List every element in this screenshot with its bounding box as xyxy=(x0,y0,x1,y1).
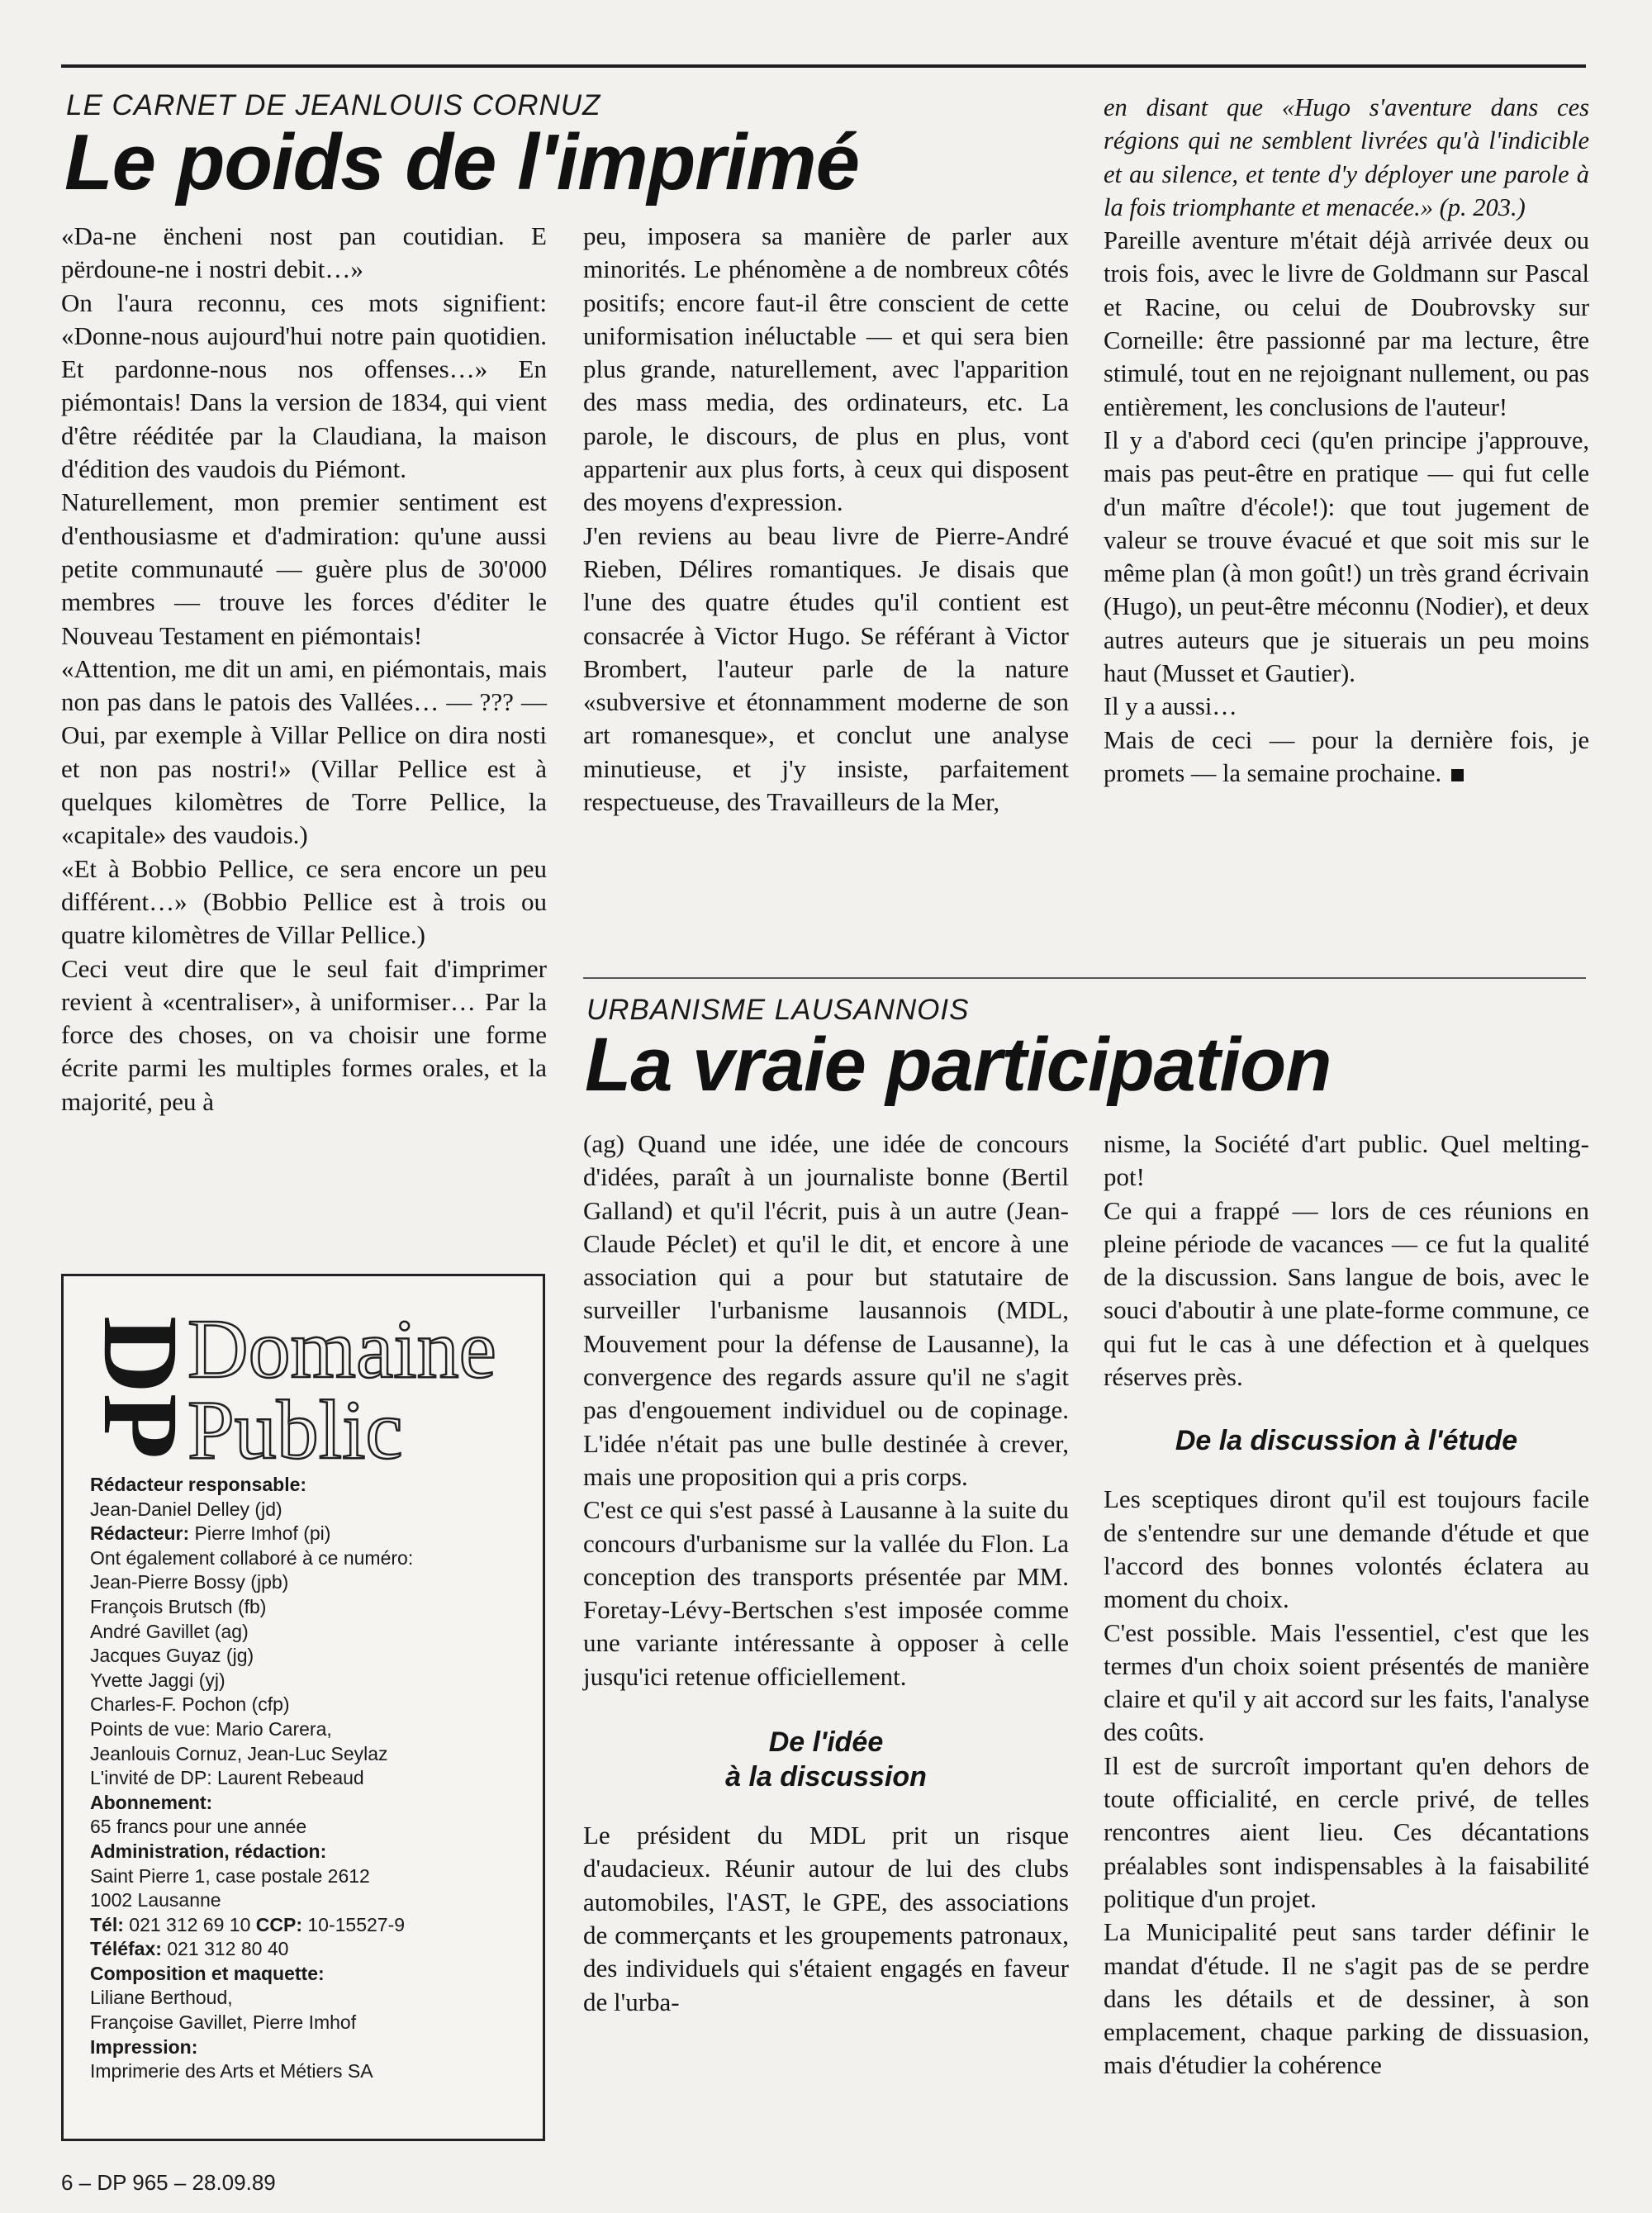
masthead-box xyxy=(61,1274,545,2141)
paragraph: Les sceptiques diront qu'il est toujours facile de s'entendre sur une demande d'étude et que l'accord des bonnes volontés éclatera au moment du choix. xyxy=(1104,1484,1589,1614)
credits xyxy=(90,1473,536,2084)
end-of-article-mark xyxy=(1451,769,1464,781)
credit-text: Ont également collaboré à ce numéro: xyxy=(90,1546,414,1569)
section-divider xyxy=(583,977,1586,979)
credit-label: Impression: xyxy=(90,2035,198,2058)
paragraph: Il y a d'abord ceci (qu'en principe j'approuve, mais pas peut-être en pratique — qui fut celle d'un maître d'école!): que tout jugement de valeur se trouve évacué et que soit mis sur le même plan (à mon goût!) un très grand écrivain (Hugo), un peut-être méconnu (Nodier), et deux autres auteurs que je situerais un peu moins haut (Musset et Gautier). xyxy=(1104,425,1589,688)
paragraph: La Municipalité peut sans tarder définir le mandat d'étude. Il ne s'agit pas de se perdre dans les détails et de dessiner, à son emplacement, chaque parking de dissuasion, mais d'étudier la cohérence xyxy=(1104,1917,1589,2080)
credit-line xyxy=(90,1888,536,1913)
article1-column-2 xyxy=(583,220,1069,819)
paragraph: C'est possible. Mais l'essentiel, c'est que les termes d'un choix soient présentés de manière claire et qu'il y ait accord sur les faits, l'analyse des coûts. xyxy=(1104,1617,1589,1747)
credit-text: L'invité de DP: Laurent Rebeaud xyxy=(90,1767,364,1789)
credit-text: Charles-F. Pochon (cfp) xyxy=(90,1693,290,1716)
credit-line xyxy=(90,1473,536,1498)
top-rule xyxy=(61,64,1586,68)
paragraph: Ceci veut dire que le seul fait d'imprimer revient à «centraliser», à uniformiser… Par la force des choses, on va choisir une forme écrite parmi les multiples formes orales, et la majorité, peu à xyxy=(61,953,547,1116)
paragraph: Il est de surcroît important qu'en dehors de toute officialité, en cercle privé, de telles rencontres aient lieu. Ces décantations préalables sont indispensables à la faisabilité politique d'un projet. xyxy=(1104,1750,1589,1913)
paragraph: peu, imposera sa manière de parler aux minorités. Le phénomène a de nombreux côtés positifs; encore faut-il être conscient de cette uniformisation inéluctable — et qui sera bien plus grande, naturellement, avec l'apparition des mass media, des ordinateurs, etc. La parole, le discours, de plus en plus, vont appartenir aux plus forts, à ceux qui disposent des moyens d'expression. xyxy=(583,221,1069,517)
credit-label: Tél: xyxy=(90,1913,124,1935)
paragraph: nisme, la Société d'art public. Quel melting-pot! xyxy=(1104,1129,1589,1192)
subhead-discussion: De la discussion à l'étude xyxy=(1175,1425,1518,1457)
paragraph: Mais de ceci — pour la dernière fois, je promets — la semaine prochaine. xyxy=(1104,725,1589,787)
credit-label: Administration, rédaction: xyxy=(90,1840,327,1862)
credit-text: 10-15527-9 xyxy=(302,1913,406,1935)
credit-line xyxy=(90,1913,536,1938)
article2-column-3 xyxy=(1104,1128,1589,2082)
credit-text: François Brutsch (fb) xyxy=(90,1595,267,1617)
credit-line xyxy=(90,1717,536,1742)
credit-line xyxy=(90,1864,536,1889)
logo-word-public: Public xyxy=(188,1384,403,1477)
paragraph: Naturellement, mon premier sentiment est d'enthousiasme et d'admiration: qu'une aussi petite communauté — guère plus de 30'000 membres — trouve les forces d'éditer le Nouveau Testament en piémontais! xyxy=(61,487,547,650)
credit-text: Imprimerie des Arts et Métiers SA xyxy=(90,2060,373,2082)
credit-text: Points de vue: Mario Carera, xyxy=(90,1717,332,1740)
credit-line xyxy=(90,1669,536,1693)
paragraph: Le président du MDL prit un risque d'audacieux. Réunir autour de lui des clubs automobiles, l'AST, le GPE, des associations de commerçants et les groupements patronaux, des individuels qui s'étaient engagés en faveur de l'urba- xyxy=(583,1821,1069,2016)
paragraph: Pareille aventure m'était déjà arrivée deux ou trois fois, avec le livre de Goldmann sur Pascal et Racine, ou celui de Doubrovsky sur Corneille: être passionné par ma lecture, être stimulé, tout en ne rejoignant nullement, ou pas entièrement, les conclusions de l'auteur! xyxy=(1104,226,1589,421)
credit-line xyxy=(90,2059,536,2084)
credit-line xyxy=(90,1815,536,1840)
credit-text: 1002 Lausanne xyxy=(90,1889,221,1911)
credit-text: Jean-Pierre Bossy (jpb) xyxy=(90,1571,289,1593)
subhead-idee xyxy=(583,1725,1069,1794)
credit-text: Liliane Berthoud, xyxy=(90,1987,233,2009)
paragraph: Ce qui a frappé — lors de ces réunions en pleine période de vacances — ce fut la qualité de la discussion. Sans langue de bois, avec le souci d'aboutir à une plate-forme commune, ce qui fut le cas à une défection et à quelques réserves près. xyxy=(1104,1195,1589,1392)
credit-line xyxy=(90,1962,536,1987)
credit-label: Composition et maquette: xyxy=(90,1962,325,1984)
credit-line xyxy=(90,1766,536,1791)
paragraph: J'en reviens au beau livre de Pierre-André Rieben, Délires romantiques. Je disais que l'une des quatre études qu'il contient est consacrée à Victor Hugo. Se référant à Victor Brombert, l'auteur parle de la nature «subversive et étonnamment moderne de son art romanesque», et conclut une analyse minutieuse, et j'y insiste, parfaitement respectueuse, des Travailleurs de la Mer, xyxy=(583,520,1069,817)
credit-line xyxy=(90,2011,536,2035)
article1-title: Le poids de l'imprimé xyxy=(64,118,860,207)
paragraph: «Et à Bobbio Pellice, ce sera encore un peu différent…» (Bobbio Pellice est à trois ou quatre kilomètres de Villar Pellice.) xyxy=(61,853,547,950)
credit-line xyxy=(90,2035,536,2060)
credit-text: 021 312 69 10 xyxy=(123,1913,256,1935)
subhead-line: à la discussion xyxy=(725,1761,927,1793)
dp-logo xyxy=(80,1301,200,1466)
article2-column-2 xyxy=(583,1128,1069,2019)
credit-text: Jeanlouis Cornuz, Jean-Luc Seylaz xyxy=(90,1742,388,1764)
logo-word-domaine: Domaine xyxy=(188,1303,496,1396)
credit-line xyxy=(90,1742,536,1767)
credit-text: Jean-Daniel Delley (jd) xyxy=(90,1498,282,1520)
credit-line xyxy=(90,1840,536,1864)
credit-label: Téléfax: xyxy=(90,1938,162,1960)
credit-line xyxy=(90,1570,536,1595)
article1-column-1 xyxy=(61,220,547,1118)
paragraph: Il y a aussi… xyxy=(1104,692,1237,721)
credit-label: CCP: xyxy=(255,1913,302,1935)
paragraph: (ag) Quand une idée, une idée de concours d'idées, paraît à un journaliste bonne (Bertil Galland) et qu'il l'écrit, puis à un autre (Jean-Claude Péclet) et qu'il le dit, et encore à une association qui a pour but statutaire de surveiller l'urbanisme lausannois (MDL, Mouvement pour la défense de Lausanne), la convergence des regards assure qu'il ne s'agit pas d'engouement individuel ou de copinage. L'idée n'était pas une bulle destinée à crever, mais une proposition qui a pris corps. xyxy=(583,1129,1069,1491)
credit-line xyxy=(90,1791,536,1816)
paragraph: On l'aura reconnu, ces mots signifient: «Donne-nous aujourd'hui notre pain quotidien. Et pardonne-nous nos offenses…» En piémontais! Dans la version de 1834, qui vient d'être rééditée par la Claudiana, la maison d'édition des vaudois du Piémont. xyxy=(61,287,547,484)
credit-line xyxy=(90,1546,536,1571)
credit-line xyxy=(90,1522,536,1546)
dp-logo-letters: DP xyxy=(81,1316,200,1460)
credit-line xyxy=(90,1498,536,1522)
credit-label: Abonnement: xyxy=(90,1791,213,1813)
credit-line xyxy=(90,1986,536,2011)
credit-text: 021 312 80 40 xyxy=(161,1938,289,1960)
credit-line xyxy=(90,1595,536,1620)
credit-text: Jacques Guyaz (jg) xyxy=(90,1645,254,1667)
credit-text: Françoise Gavillet, Pierre Imhof xyxy=(90,2011,357,2034)
credit-text: Saint Pierre 1, case postale 2612 xyxy=(90,1864,370,1887)
page-footer: 6 – DP 965 – 28.09.89 xyxy=(61,2170,276,2195)
credit-label: Rédacteur: xyxy=(90,1522,190,1545)
credit-text: 65 francs pour une année xyxy=(90,1816,307,1838)
paragraph: «Da-ne ëncheni nost pan coutidian. E përdoune-ne i nostri debit…» xyxy=(61,221,547,284)
credit-line xyxy=(90,1644,536,1669)
credit-text: André Gavillet (ag) xyxy=(90,1620,249,1642)
credit-line xyxy=(90,1693,536,1717)
credit-text: Yvette Jaggi (yj) xyxy=(90,1669,225,1691)
credit-text: Pierre Imhof (pi) xyxy=(189,1522,331,1545)
subhead-line: De l'idée xyxy=(768,1726,884,1759)
paragraph: C'est ce qui s'est passé à Lausanne à la suite du concours d'urbanisme sur la vallée du Flon. La conception des transports présentée par MM. Foretay-Lévy-Bertschen s'est imposée comme une variante intéressante à opposer à celle jusqu'ici retenue officiellement. xyxy=(583,1495,1069,1691)
article2-kicker: URBANISME LAUSANNOIS xyxy=(586,994,970,1026)
paragraph: «Attention, me dit un ami, en piémontais, mais non pas dans le patois des Vallées… — ??? — Oui, par exemple à Villar Pellice on dira nosti et non pas nostri!» (Villar Pellice est à quelques kilomètres de Torre Pellice, la «capitale» des vaudois.) xyxy=(61,653,547,850)
article1-kicker: LE CARNET DE JEANLOUIS CORNUZ xyxy=(66,89,601,121)
credit-line xyxy=(90,1620,536,1645)
article1-column-3 xyxy=(1104,91,1589,790)
credit-label: Rédacteur responsable: xyxy=(90,1474,307,1495)
article2-title: La vraie participation xyxy=(585,1023,1332,1107)
credit-line xyxy=(90,1937,536,1962)
paragraph: en disant que «Hugo s'aventure dans ces régions qui ne semblent livrées qu'à l'indicible et au silence, et tente d'y déployer une parole à la fois triomphante et menacée.» (p. 203.) xyxy=(1104,93,1589,221)
